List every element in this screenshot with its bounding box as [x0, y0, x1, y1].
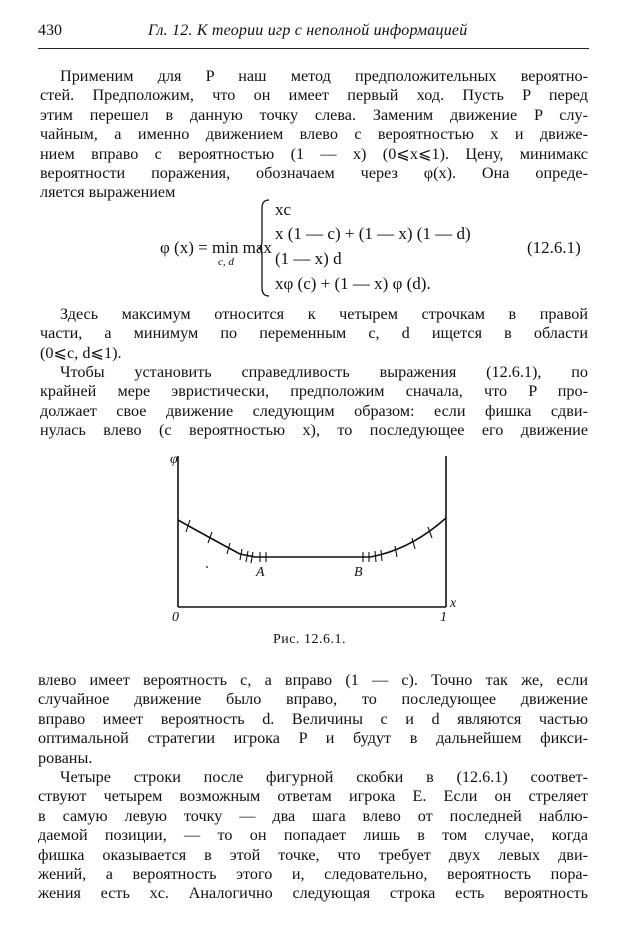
text-line: должает свое движение следующим образом: если фишка сдви-: [40, 401, 588, 420]
text-line: фишка оказывается в этой точке, что требует двух левых дви-: [38, 845, 588, 864]
page-header: [38, 22, 589, 49]
text-line: жений, а вероятность этого и, следовательно, вероятность пора-: [38, 865, 588, 884]
text-line: рованы.: [38, 748, 93, 767]
running-head: Гл. 12. К теории игр с неполной информацией: [148, 22, 468, 39]
equation-number: (12.6.1): [527, 238, 581, 257]
end-label: 1: [440, 610, 447, 625]
text-line: вероятности поражения, обозначаем через φ(x). Она опреде-: [40, 164, 588, 183]
page-number: 430: [38, 22, 62, 39]
text-line: оптимальной стратегии игрока P и будут в дальнейшем фикси-: [38, 729, 588, 748]
text-line: даемой позиции, — то он попадает лишь в том случае, когда: [38, 826, 588, 845]
y-axis-label: φ: [170, 452, 178, 467]
text-line: нулась влево (с вероятностью x), то последующее его движение: [40, 421, 588, 440]
case-line: xc: [275, 200, 292, 219]
text-line: крайней мере эвристически, предположим сначала, что P про-: [40, 382, 588, 401]
text-line: чайным, а именно движением влево с вероятностью x и движе-: [40, 125, 588, 144]
equation-subscript: c, d: [218, 256, 234, 268]
paragraph-3: [40, 363, 588, 441]
text-line: жения есть xc. Аналогично следующая строка есть вероятность: [38, 884, 588, 903]
text-line: ствуют четырем возможным ответам игрока E. Если он стреляет: [38, 787, 588, 806]
text-line: Чтобы установить справедливость выражения (12.6.1), по: [60, 363, 588, 381]
text-line: Применим для P наш метод предположительных вероятно-: [60, 67, 588, 85]
text-line: Четыре строки после фигурной скобки в (12.6.1) соответ-: [60, 768, 588, 786]
text-line: нием вправо с вероятностью (1 — x) (0⩽x⩽1). Цену, минимакс: [40, 144, 588, 163]
curly-brace-icon: [257, 198, 271, 298]
phi-curve: [178, 518, 446, 557]
paragraph-5: [38, 768, 588, 904]
paragraph-4: [38, 671, 588, 768]
figure-caption: Рис. 12.6.1.: [273, 632, 346, 647]
x-axis-label: x: [450, 596, 457, 611]
figure-graph: [150, 450, 480, 650]
text-line: влево имеет вероятность c, а вправо (1 — c). Точно так же, если: [38, 671, 588, 689]
text-line: в самую левую точку — два шага влево от последней наблю-: [38, 806, 588, 825]
text-line: случайное движение было вправо, то последующее движение: [38, 690, 588, 709]
point-a-label: A: [256, 565, 265, 580]
text-line: Здесь максимум относится к четырем строчкам в правой: [60, 305, 588, 323]
equation-lhs: φ (x) = min max: [160, 238, 272, 257]
case-line: xφ (c) + (1 — x) φ (d).: [275, 274, 431, 293]
text-line: стей. Предположим, что он имеет первый ход. Пусть P перед: [40, 86, 588, 105]
text-line: (0⩽c, d⩽1).: [40, 343, 122, 362]
text-line: этим перешел в данную точку слева. Заменим движение P слу-: [40, 105, 588, 124]
case-line: x (1 — c) + (1 — x) (1 — d): [275, 224, 471, 243]
equation-12-6-1: [160, 198, 590, 298]
paragraph-1: [40, 67, 588, 203]
paragraph-2: [40, 305, 588, 363]
point-b-label: B: [354, 565, 363, 580]
text-line: ляется выражением: [40, 183, 176, 202]
case-line: (1 — x) d: [275, 249, 342, 268]
text-line: вправо имеет вероятность d. Величины c и d являются частью: [38, 709, 588, 728]
figure-12-6-1: [150, 450, 480, 650]
text-line: части, а минимум по переменным c, d ищется в области: [40, 324, 588, 343]
origin-label: 0: [172, 610, 179, 625]
